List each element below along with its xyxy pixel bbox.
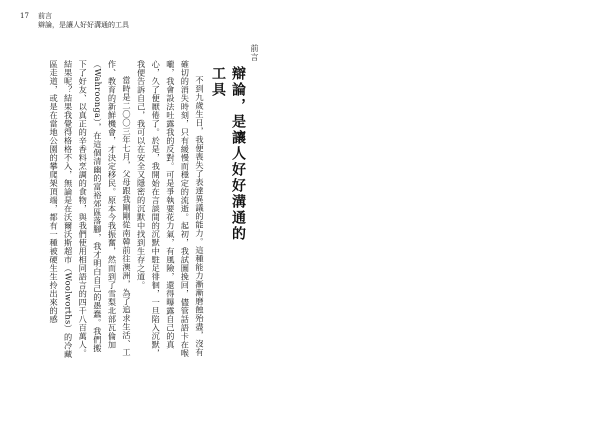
body-text (49, 60, 207, 360)
header-section: 前言 (38, 12, 52, 20)
chapter-label: 前言 (250, 44, 259, 62)
header-running-title: 辯論，是讓人好好溝通的工具 (38, 21, 129, 29)
chapter-heading (210, 44, 260, 254)
running-header (20, 12, 129, 30)
paragraph: 不到九歲生日，我便喪失了表達異議的能力。這種能力漸漸磨蝕殆盡，沒有確切的消失時刻，只有緩慢而穩定的流逝。起初，我試圖挽回，儘管話語卡在喉嚨，我會設法吐露我的反對。可是爭執要花力氣，有風險，還得曝露自己的真心，久了便厭倦了。於是，我開始在言談間的沉默中駐足徘徊，一旦陷入沉默，我便告訴自己，我可以在安全又隱密的沉默中找到生存之道。 (136, 60, 205, 358)
page-number: 17 (20, 12, 29, 20)
paragraph: 當時是二〇〇三年七月，父母跟我剛剛從南韓前往澳洲，為了追求生活、工作、教育的新鮮機會，才決定移民。原本今我振奮，然而到了雪梨北部瓦倫加（Wahroonga），在這個清幽的富裕郊區落腳，我才明白自己的愚蠢。我們搬下了好友、以真正的辛香料烹調的食物，與我們使用相同語言的四千八百萬人。結果呢？結果我覺得格格不入，無論是在沃爾沃斯超市（Woolworths）的冷藏區走道，或是在當地公園的攀爬架頂端，都有一種被硬生生拎出來的感 (49, 60, 133, 359)
chapter-title: 辯論，是讓人好好溝通的工具 (210, 66, 246, 242)
